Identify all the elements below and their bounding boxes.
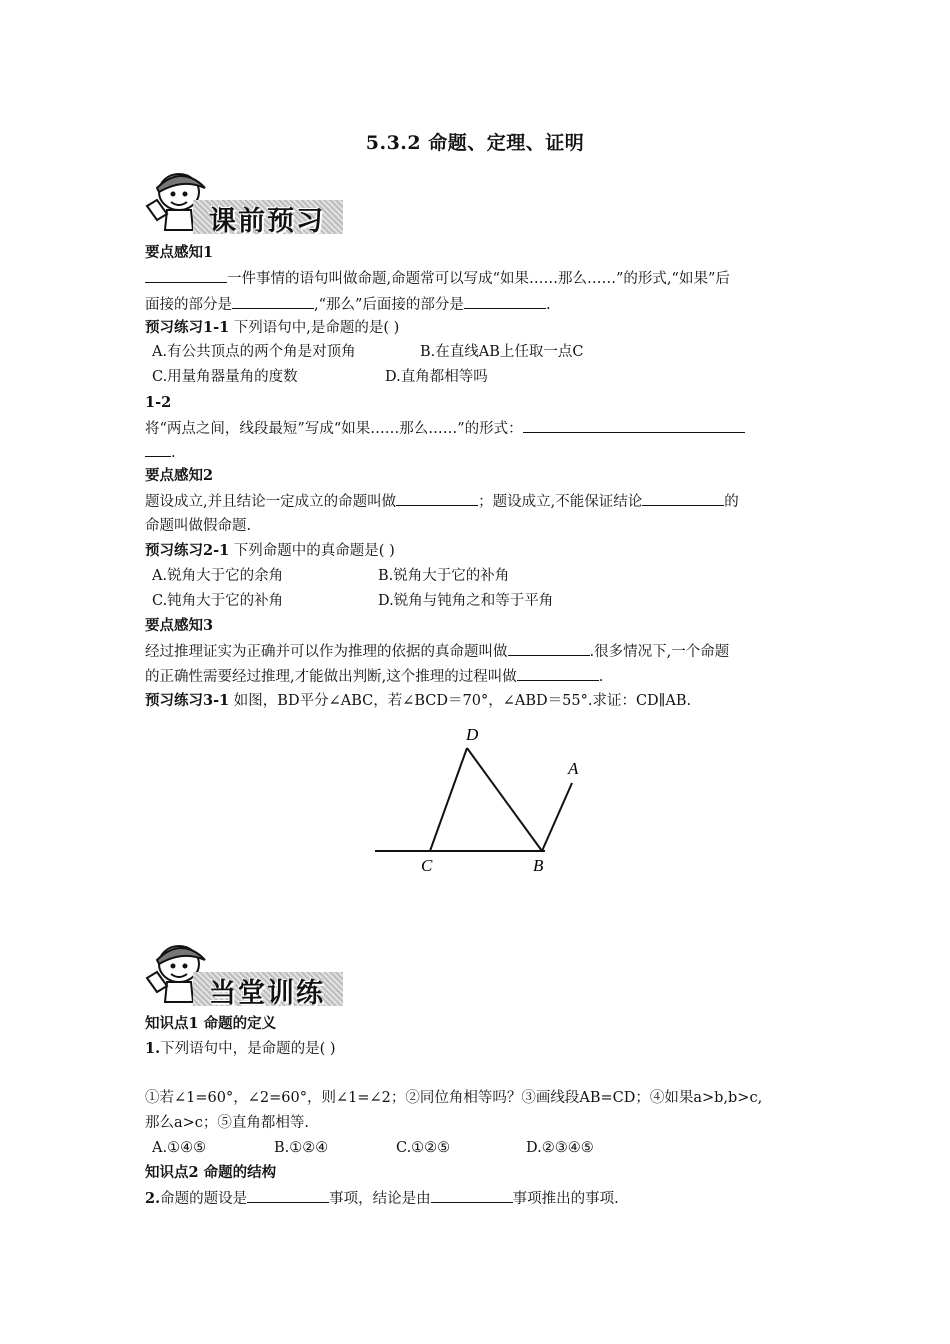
label-a: A [568,759,579,778]
answer-blank[interactable] [247,1188,329,1203]
option-a: A.有公共顶点的两个角是对顶角 [152,344,356,360]
page-title: 5.3.2 命题、定理、证明 [365,132,585,154]
paragraph-line: 面接的部分是 ,“那么”后面接的部分是 . [145,294,551,315]
option-c: C.钝角大于它的补角 [152,593,284,609]
answer-blank[interactable] [508,641,590,656]
paragraph-line: 命题叫做假命题. [145,518,252,534]
paragraph-line: 经过推理证实为正确并可以作为推理的依据的真命题叫做 .很多情况下,一个命题 [145,641,729,662]
section-heading: 要点感知1 [145,244,214,261]
answer-blank[interactable] [517,666,599,681]
paragraph-line: . [145,442,176,463]
segment-db [467,748,542,851]
question: 将“两点之间，线段最短”写成“如果……那么……”的形式： [145,418,745,439]
option-b: B.①②④ [274,1140,329,1156]
answer-blank[interactable] [232,294,314,309]
option-d: D.②③④⑤ [526,1140,594,1156]
paragraph-line: 的正确性需要经过推理,才能做出判断,这个推理的过程叫做 . [145,666,603,687]
option-a: A.①④⑤ [152,1140,207,1156]
banner-practice [143,938,343,1010]
option-c: C.①②⑤ [396,1140,451,1156]
answer-blank[interactable] [145,268,227,283]
ray-ba [542,783,572,851]
option-b: B.在直线AB上任取一点C [420,344,584,360]
banner-preview [143,166,343,238]
question: 1.下列语句中，是命题的是( ) [145,1040,336,1057]
paragraph-line: ①若∠1=60°，∠2=60°，则∠1=∠2；②同位角相等吗？③画线段AB=CD；④如果a>b,b>c, [145,1090,763,1106]
option-a: A.锐角大于它的余角 [152,568,284,584]
paragraph-line: 一件事情的语句叫做命题,命题常可以写成“如果……那么……”的形式,“如果”后 [145,268,730,289]
paragraph-line: 题设成立,并且结论一定成立的命题叫做 ；题设成立,不能保证结论 的 [145,491,739,512]
section-heading: 要点感知2 [145,467,214,484]
answer-blank[interactable] [523,418,745,433]
answer-blank[interactable] [396,491,478,506]
answer-blank[interactable] [464,294,546,309]
banner-title: 当堂训练 [209,978,325,1009]
label-c: C [421,856,433,875]
option-d: D.锐角与钝角之和等于平角 [378,593,554,609]
geometry-figure [370,718,600,878]
answer-blank[interactable] [145,442,171,457]
question: 预习练习1-1 下列语句中,是命题的是( ) [145,319,400,336]
question: 预习练习3-1 如图，BD平分∠ABC，若∠BCD＝70°，∠ABD＝55°.求证：CD∥AB. [145,692,692,709]
option-c: C.用量角器量角的度数 [152,369,298,385]
answer-blank[interactable] [431,1188,513,1203]
option-d: D.直角都相等吗 [385,369,488,385]
section-heading: 知识点2 命题的结构 [145,1164,277,1181]
paragraph-line: 那么a>c；⑤直角都相等. [145,1115,310,1131]
label-d: D [466,725,479,744]
section-heading: 知识点1 命题的定义 [145,1015,277,1032]
label-b: B [533,856,544,875]
answer-blank[interactable] [642,491,724,506]
question-label: 1-2 [145,394,172,411]
question: 预习练习2-1 下列命题中的真命题是( ) [145,542,395,559]
banner-title: 课前预习 [209,206,325,237]
question: 2.命题的题设是 事项，结论是由 事项推出的事项. [145,1190,619,1207]
option-b: B.锐角大于它的补角 [378,568,510,584]
section-heading: 要点感知3 [145,617,214,634]
segment-cd [430,748,467,851]
